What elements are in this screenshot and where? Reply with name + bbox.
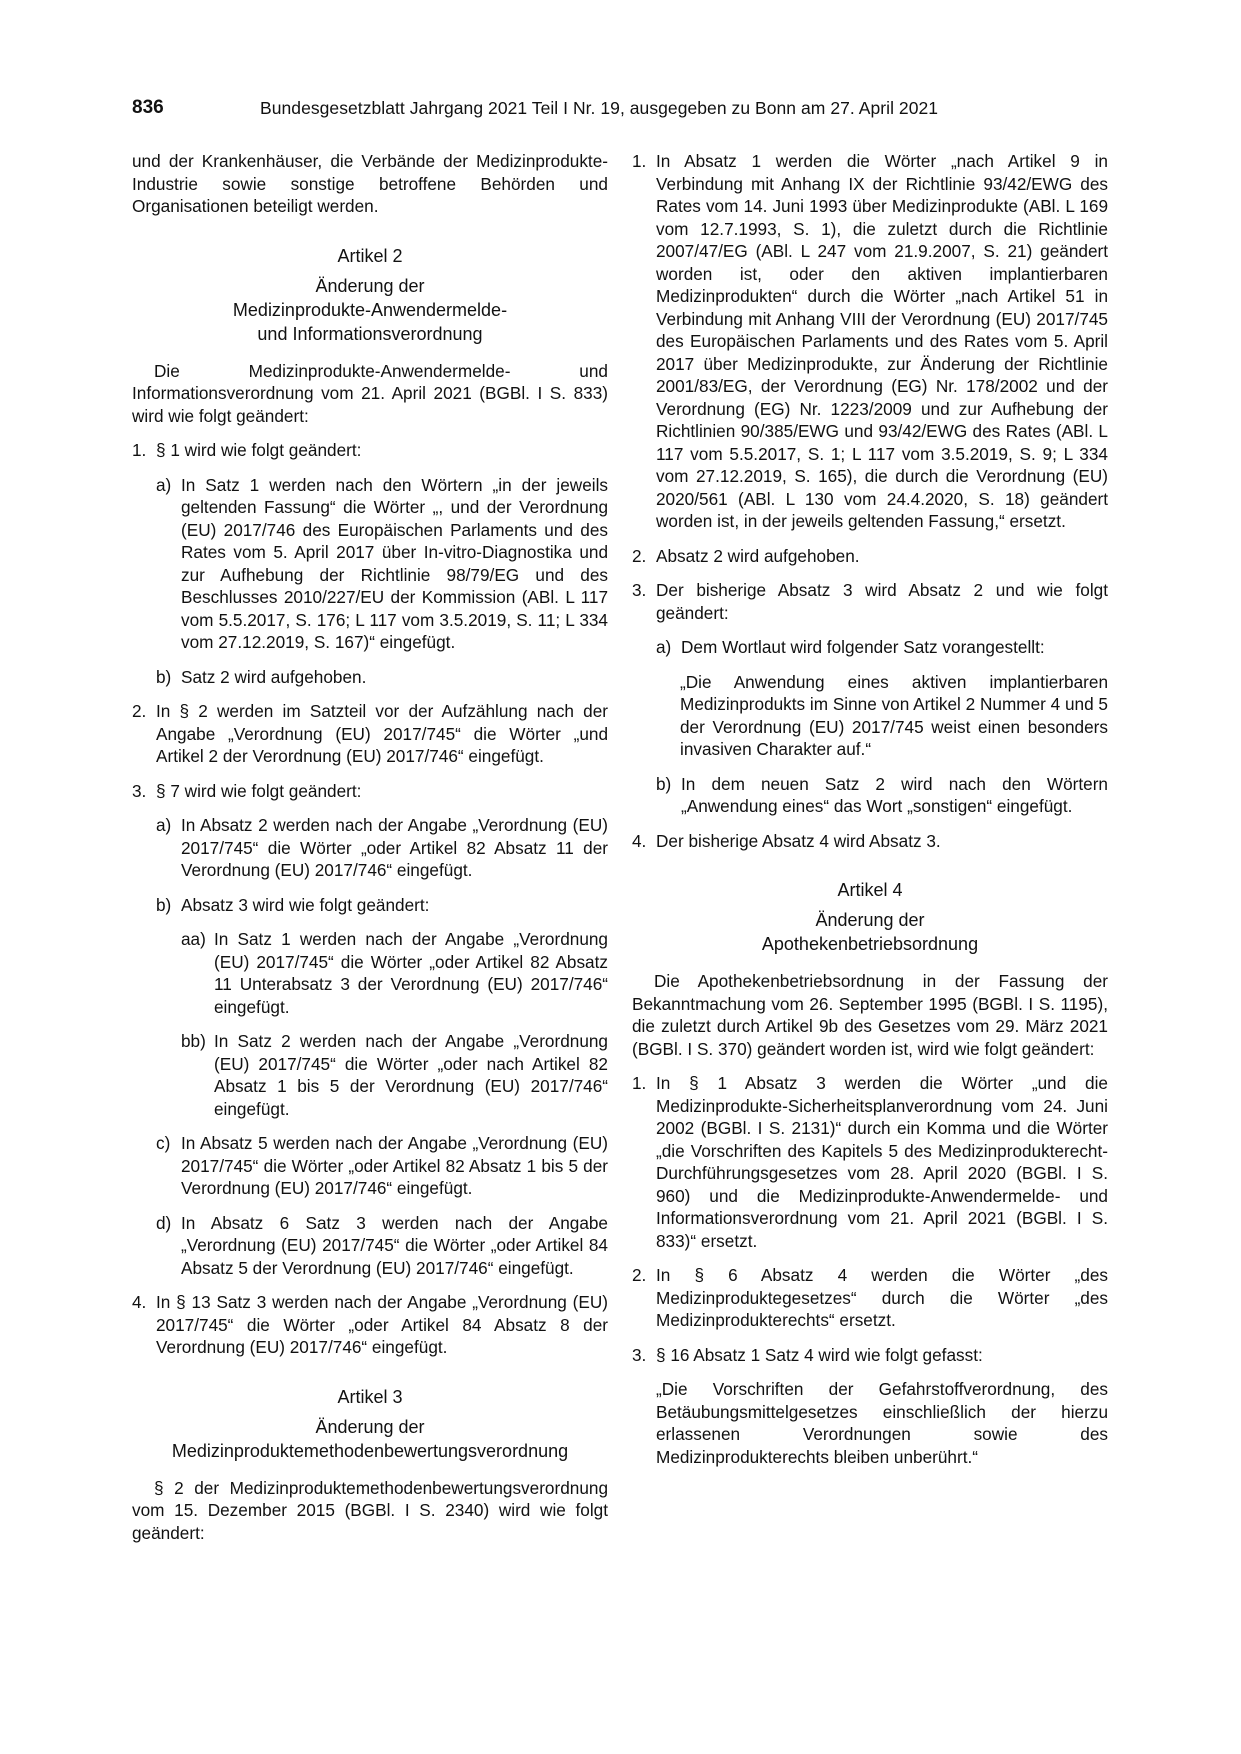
quoted-sentence: „Die Anwendung eines aktiven implantierbaren Medizinprodukts im Sinne von Artikel 2 Nummer 4 und 5 der Verordnung (EU) 2017/745 weist einen besonders invasiven Charakter auf.“ (680, 671, 1108, 759)
left-column (132, 150, 608, 1556)
list-item (132, 439, 608, 462)
item-label: 3. (632, 1344, 647, 1365)
list-item (132, 1291, 608, 1359)
list-item (156, 474, 608, 654)
item-text: In dem neuen Satz 2 wird nach den Wörtern „Anwendung eines“ das Wort „sonstigen“ eingefügt. (681, 773, 1108, 816)
article-2-title (132, 274, 608, 346)
item-label: b) (156, 894, 172, 915)
list-item (181, 1030, 608, 1120)
article-2-number: Artikel 2 (337, 245, 403, 266)
list-item (156, 1212, 608, 1280)
article-title-line: Änderung der (315, 275, 425, 296)
item-label: 4. (132, 1292, 147, 1312)
article-4-title (632, 908, 1108, 956)
item-label: 3. (632, 580, 647, 600)
list-item (632, 1344, 1108, 1367)
item-label: 2. (632, 1265, 647, 1285)
item-text: In § 1 Absatz 3 werden die Wörter „und die Medizinprodukte-Sicherheitsplanverordnung vom 24. Juni 2002 (BGBl. I S. 2131)“ durch ein Komma und die Wörter „die Vorschriften des Kapitels 5 des Medizinprodukterecht-Durchführungsgesetzes vom 28. April 2020 (BGBl. I S. 960) und die Medizinprodukte-Anwendermelde- und Informationsverordnung vom 21. April 2021 (BGBl. I S. 833)“ ersetzt. (656, 1073, 1108, 1251)
item-label: 1. (632, 151, 647, 171)
item-text: In Satz 1 werden nach den Wörtern „in der jeweils geltenden Fassung“ die Wörter „, und der Verordnung (EU) 2017/746 des Europäischen Parlaments und des Rates vom 5. April 2017 über In-vitro-Diagnostika und zur Aufhebung der Richtlinie 98/79/EG und des Beschlusses 2010/227/EU der Kommission (ABl. L 117 vom 5.5.2017, S. 176; L 117 vom 3.5.2019, S. 11; L 334 vom 27.12.2019, S. 167)“ eingefügt. (181, 474, 608, 652)
article-4-number: Artikel 4 (837, 880, 903, 900)
item-text: Absatz 2 wird aufgehoben. (656, 545, 860, 566)
item-label: 1. (132, 440, 147, 460)
article-title-line: Medizinproduktemethodenbewertungsverordnung (171, 1440, 569, 1461)
list-item (156, 894, 608, 917)
list-item (632, 579, 1108, 624)
item-text: § 16 Absatz 1 Satz 4 wird wie folgt gefasst: (656, 1344, 983, 1365)
quoted-sentence: „Die Vorschriften der Gefahrstoffverordnung, des Betäubungsmittelgesetzes einschließlich der hierzu erlassenen Verordnungen sowie des Medizinprodukterechts bleiben unberührt.“ (656, 1379, 1108, 1467)
item-text: In Absatz 5 werden nach der Angabe „Verordnung (EU) 2017/745“ die Wörter „oder Artikel 82 Absatz 1 bis 5 der Verordnung (EU) 2017/746“ eingefügt. (181, 1133, 608, 1198)
item-text: Der bisherige Absatz 3 wird Absatz 2 und wie folgt geändert: (656, 580, 1108, 623)
list-item (656, 636, 1108, 659)
item-label: a) (156, 474, 172, 495)
running-title: Bundesgesetzblatt Jahrgang 2021 Teil I Nr. 19, ausgegeben zu Bonn am 27. April 2021 (260, 98, 939, 118)
list-item (156, 1132, 608, 1200)
list-item (632, 1264, 1108, 1332)
item-text: Dem Wortlaut wird folgender Satz vorangestellt: (681, 637, 1045, 657)
article-title-line: Medizinprodukte-Anwendermelde- (232, 299, 508, 320)
item-text: In Absatz 6 Satz 3 werden nach der Angabe „Verordnung (EU) 2017/745“ die Wörter „oder Artikel 84 Absatz 5 der Verordnung (EU) 2017/746“ eingefügt. (181, 1212, 608, 1278)
page-header (132, 97, 992, 127)
article-3-number: Artikel 3 (337, 1386, 403, 1407)
item-label: d) (156, 1212, 172, 1233)
article-2-lead: Die Medizinprodukte-Anwendermelde- und Informationsverordnung vom 21. April 2021 (BGBl. I S. 833) wird wie folgt geändert: (132, 360, 608, 426)
list-item (132, 700, 608, 768)
list-item (632, 150, 1108, 533)
item-text: In § 13 Satz 3 werden nach der Angabe „Verordnung (EU) 2017/745“ die Wörter „oder Artikel 84 Absatz 8 der Verordnung (EU) 2017/746“ eingefügt. (156, 1292, 608, 1357)
article-title-line: und Informationsverordnung (257, 323, 483, 344)
item-label: aa) (181, 929, 206, 949)
item-label: 3. (132, 780, 147, 801)
article-title-line: Änderung der (315, 1416, 425, 1437)
list-item (132, 780, 608, 803)
item-label: b) (156, 666, 172, 687)
item-label: bb) (181, 1031, 206, 1051)
list-item (181, 928, 608, 1018)
item-text: § 7 wird wie folgt geändert: (156, 780, 362, 801)
list-item (156, 666, 608, 689)
article-title-line: Änderung der (815, 910, 925, 930)
page-number: 836 (132, 97, 164, 118)
article-4-lead: Die Apothekenbetriebsordnung in der Fassung der Bekanntmachung vom 26. September 1995 (BGBl. I S. 1195), die zuletzt durch Artikel 9b des Gesetzes vom 29. März 2021 (BGBl. I S. 370) geändert worden ist, wird wie folgt geändert: (632, 971, 1108, 1059)
item-text: In Absatz 2 werden nach der Angabe „Verordnung (EU) 2017/745“ die Wörter „oder Artikel 82 Absatz 11 der Verordnung (EU) 2017/746“ eingefügt. (181, 815, 608, 880)
item-label: c) (156, 1133, 171, 1153)
list-item (656, 773, 1108, 818)
item-label: 2. (632, 545, 647, 566)
item-text: In Satz 1 werden nach der Angabe „Verordnung (EU) 2017/745“ die Wörter „oder Artikel 82 Absatz 11 Unterabsatz 3 der Verordnung (EU) 2017/746“ eingefügt. (214, 929, 608, 1017)
right-column (632, 150, 1108, 1480)
article-3-lead: § 2 der Medizinproduktemethodenbewertungsverordnung vom 15. Dezember 2015 (BGBl. I S. 2340) wird wie folgt geändert: (132, 1477, 608, 1543)
item-label: 1. (632, 1073, 647, 1093)
item-text: § 1 wird wie folgt geändert: (156, 440, 362, 460)
list-item (632, 545, 1108, 568)
item-text: Satz 2 wird aufgehoben. (181, 666, 367, 687)
item-text: In Absatz 1 werden die Wörter „nach Artikel 9 in Verbindung mit Anhang IX der Richtlinie 93/42/EWG des Rates vom 14. Juni 1993 über Medizinprodukte (ABl. L 169 vom 12.7.1993, S. 1), die zuletzt durch die Richtlinie 2007/47/EG (ABl. L 247 vom 21.9.2007, S. 21) geändert worden ist, oder den aktiven implantierbaren Medizinprodukten“ durch die Wörter „nach Artikel 51 in Verbindung mit Anhang VIII der Verordnung (EU) 2017/745 des Europäischen Parlaments und des Rates vom 5. April 2017 über Medizinprodukte, zur Änderung der Richtlinie 2001/83/EG, der Verordnung (EG) Nr. 178/2002 und der Verordnung (EG) Nr. 1223/2009 und zur Aufhebung der Richtlinien 90/385/EWG und 93/42/EWG des Rates (ABl. L 117 vom 5.5.2017, S. 1; L 117 vom 3.5.2019, S. 9; L 334 vom 27.12.2019, S. 165), die durch die Verordnung (EU) 2020/561 (ABl. L 130 vom 24.4.2020, S. 18) geändert worden ist, in der jeweils geltenden Fassung,“ ersetzt. (656, 151, 1108, 531)
list-item (632, 830, 1108, 853)
item-label: a) (156, 815, 172, 835)
item-label: 2. (132, 701, 147, 721)
intro-paragraph: und der Krankenhäuser, die Verbände der Medizinprodukte-Industrie sowie sonstige betroffene Behörden und Organisationen beteiligt werden. (132, 151, 608, 216)
item-label: a) (656, 637, 672, 657)
list-item (632, 1072, 1108, 1252)
article-title-line: Apothekenbetriebsordnung (761, 934, 979, 954)
article-3-title (132, 1415, 608, 1463)
item-text: In § 2 werden im Satzteil vor der Aufzählung nach der Angabe „Verordnung (EU) 2017/745“ die Wörter „und Artikel 2 der Verordnung (EU) 2017/746“ eingefügt. (156, 701, 608, 766)
item-text: Der bisherige Absatz 4 wird Absatz 3. (656, 830, 941, 851)
item-label: 4. (632, 830, 647, 851)
item-text: In § 6 Absatz 4 werden die Wörter „des Medizinproduktegesetzes“ durch die Wörter „des Medizinprodukterechts“ ersetzt. (656, 1265, 1108, 1330)
item-text: In Satz 2 werden nach der Angabe „Verordnung (EU) 2017/745“ die Wörter „oder nach Artikel 82 Absatz 1 bis 5 der Verordnung (EU) 2017/746“ eingefügt. (214, 1031, 608, 1119)
list-item (156, 814, 608, 882)
item-text: Absatz 3 wird wie folgt geändert: (181, 894, 430, 915)
item-label: b) (656, 773, 672, 794)
